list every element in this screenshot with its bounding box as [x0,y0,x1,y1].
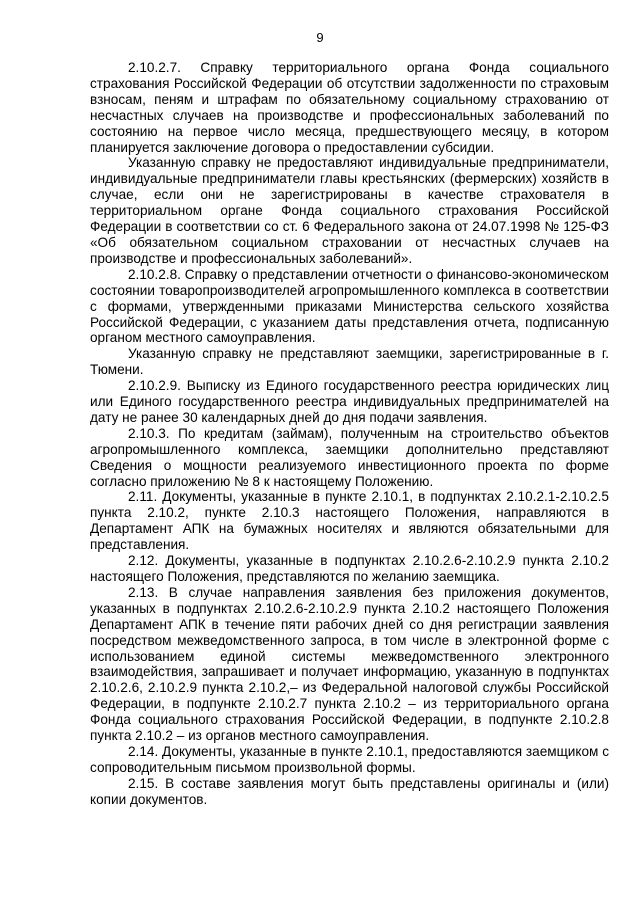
paragraph-tyumen-exemption: Указанную справку не представляют заемщики, зарегистрированные в г. Тюмени. [90,346,609,378]
paragraph-2-10-2-9: 2.10.2.9. Выписку из Единого государственного реестра юридических лиц или Единого государственного реестра индивидуальных предпринимателей на дату не ранее 30 календарных дней до дня подачи заявления. [90,378,609,425]
paragraph-2-10-2-8: 2.10.2.8. Справку о представлении отчетности о финансово-экономическом состоянии товаропроизводителей агропромышленного комплекса в соответствии с формами, утвержденными приказами Министерства сельского хозяйства Российской Федерации, с указанием даты представления отчета, подписанную органом местного самоуправления. [90,266,609,346]
paragraph-2-12: 2.12. Документы, указанные в подпунктах 2.10.2.6-2.10.2.9 пункта 2.10.2 настоящего Положения, представляются по желанию заемщика. [90,553,609,584]
paragraph-2-14: 2.14. Документы, указанные в пункте 2.10.1, предоставляются заемщиком с сопроводительным письмом произвольной формы. [90,743,609,775]
paragraph-certificate-exemption: Указанную справку не предоставляют индивидуальные предприниматели, индивидуальные предприниматели главы крестьянских (фермерских) хозяйств в случае, если они не зарегистрированы в качестве страхователя в территориальном органе Фонда социального страхования Российской Федерации в соответствии со ст. 6 Федерального закона от 24.07.1998 № 125-ФЗ «Об обязательном социальном страховании от несчастных случаев на производстве и профессиональных заболеваний». [90,155,609,266]
paragraph-2-11: 2.11. Документы, указанные в пункте 2.10.1, в подпунктах 2.10.2.1-2.10.2.5 пункта 2.10.2, пункте 2.10.3 настоящего Положения, направляются в Департамент АПК на бумажных носителях и являются обязательными для представления. [90,489,609,553]
paragraph-2-10-3: 2.10.3. По кредитам (займам), полученным на строительство объектов агропромышленного комплекса, заемщики дополнительно представляют Сведения о мощности реализуемого инвестиционного проекта по форме согласно приложению № 8 к настоящему Положению. [90,425,609,489]
paragraph-2-10-2-7: 2.10.2.7. Справку территориального органа Фонда социального страхования Российской Федерации об отсутствии задолженности по страховым взносам, пеням и штрафам по обязательному социальному страхованию от несчастных случаев на производстве и профессиональных заболеваний по состоянию на первое число месяца, предшествующего месяцу, в котором планируется заключение договора о предоставлении субсидии. [90,60,609,155]
paragraph-2-13: 2.13. В случае направления заявления без приложения документов, указанных в подпунктах 2.10.2.6-2.10.2.9 пункта 2.10.2 настоящего Положения Департамент АПК в течение пяти рабочих дней со дня регистрации заявления посредством межведомственного запроса, в том числе в электронной форме с использованием единой системы межведомственного электронного взаимодействия, запрашивает и получает информацию, указанную в подпунктах 2.10.2.6, 2.10.2.9 пункта 2.10.2,– из Федеральной налоговой службы Российской Федерации, в подпункте 2.10.2.7 пункта 2.10.2 – из территориального органа Фонда социального страхования Российской Федерации, в подпункте 2.10.2.8 пункта 2.10.2 – из органов местного самоуправления. [90,584,609,744]
document-body [90,60,609,808]
paragraph-2-15: 2.15. В составе заявления могут быть представлены оригиналы и (или) копии документов. [90,775,609,807]
page-number: 9 [316,30,324,45]
